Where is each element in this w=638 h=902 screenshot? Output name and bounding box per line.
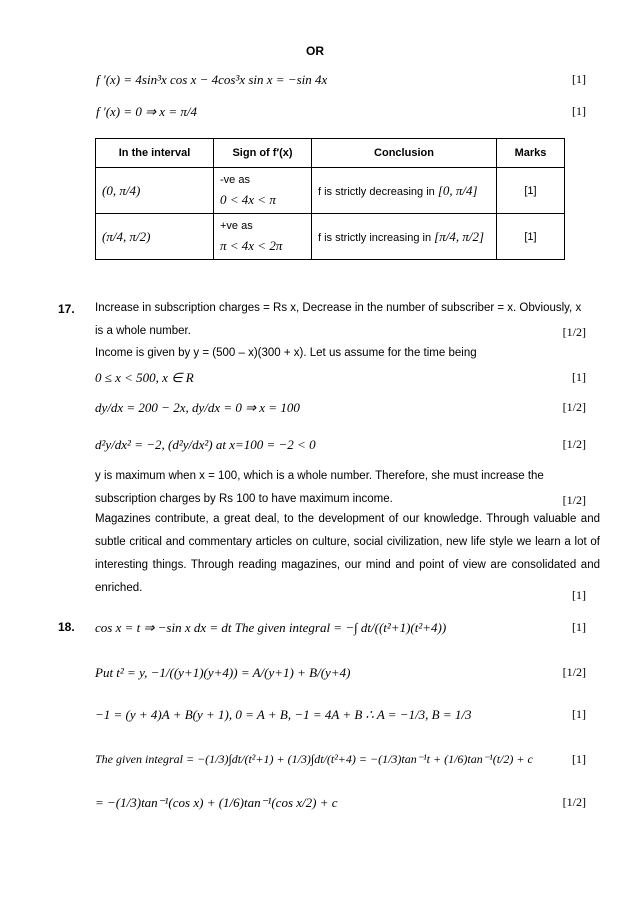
q17-mark-5: [1/2]	[562, 400, 586, 414]
q17-mark-2: [1/2]	[562, 325, 586, 339]
table-row	[96, 168, 565, 214]
q18-mark-3: [1]	[572, 707, 586, 721]
interval-cell: (0, π/4)	[96, 168, 214, 214]
table-header: In the interval	[96, 139, 214, 168]
sign-condition: π < 4x < 2π	[220, 237, 283, 253]
q18-mark-2: [1/2]	[562, 665, 586, 679]
sign-text: -ve as	[220, 173, 250, 186]
q18-line-1: cos x = t ⇒ −sin x dx = dt The given integral = −∫ dt/((t²+1)(t²+4))	[95, 620, 447, 635]
q18-mark-1: [1]	[572, 620, 586, 634]
sign-text: +ve as	[220, 219, 253, 232]
table-row	[96, 214, 565, 260]
sign-cell	[214, 168, 312, 214]
q18-mark-4: [1]	[572, 752, 586, 766]
marks-cell: [1]	[497, 168, 565, 214]
q17-mark-6: [1/2]	[562, 437, 586, 451]
conclusion-interval: [π/4, π/2]	[434, 228, 485, 244]
q18-line-2: Put t² = y, −1/((y+1)(y+4)) = A/(y+1) + B/(y+4)	[95, 665, 351, 680]
conclusion-text: f is strictly decreasing in	[318, 185, 435, 198]
q17-text-2: is a whole number.	[95, 325, 191, 337]
q17-text-1: Increase in subscription charges = Rs x, Decrease in the number of subscriber = x. Obviously, x	[95, 302, 582, 314]
table-header: Sign of f′(x)	[214, 139, 312, 168]
q18-line-5: = −(1/3)tan⁻¹(cos x) + (1/6)tan⁻¹(cos x/2) + c	[95, 795, 338, 810]
question-number-17: 17.	[58, 302, 75, 316]
table-header: Conclusion	[312, 139, 497, 168]
critical-point-equation: f ′(x) = 0 ⇒ x = π/4	[96, 104, 197, 119]
q17-text-8: subscription charges by Rs 100 to have maximum income.	[95, 493, 393, 505]
conclusion-cell	[312, 168, 497, 214]
or-heading: OR	[306, 44, 324, 58]
q18-line-4: The given integral = −(1/3)∫dt/(t²+1) + (1/3)∫dt/(t²+4) = −(1/3)tan⁻¹t + (1/6)tan⁻¹(t/2) + c	[95, 752, 533, 766]
q18-line-3: −1 = (y + 4)A + B(y + 1), 0 = A + B, −1 = 4A + B ∴ A = −1/3, B = 1/3	[95, 707, 472, 722]
table-header-row	[96, 139, 565, 168]
q17-mark-8: [1/2]	[562, 493, 586, 507]
q17-text-3: Income is given by y = (500 – x)(300 + x). Let us assume for the time being	[95, 347, 477, 359]
q17-derivative: dy/dx = 200 − 2x, dy/dx = 0 ⇒ x = 100	[95, 400, 300, 415]
q17-paragraph: Magazines contribute, a great deal, to the development of our knowledge. Through valuable and subtle critical and commentary articles on culture, social civilization, new life style we learn a lot of interesting things. Through reading magazines, our mind and point of view are consolidated and enriched.	[95, 513, 600, 594]
q17-mark-4: [1]	[572, 370, 586, 384]
fprime-equation: f ′(x) = 4sin³x cos x − 4cos³x sin x = −sin 4x	[96, 72, 328, 87]
sign-cell	[214, 214, 312, 260]
table-header: Marks	[497, 139, 565, 168]
marks-cell: [1]	[497, 214, 565, 260]
q18-mark-5: [1/2]	[562, 795, 586, 809]
conclusion-cell	[312, 214, 497, 260]
interval-cell: (π/4, π/2)	[96, 214, 214, 260]
fprime-mark: [1]	[572, 72, 586, 86]
critical-mark: [1]	[572, 104, 586, 118]
q17-domain: 0 ≤ x < 500, x ∈ R	[95, 370, 194, 385]
q17-mark-9: [1]	[572, 588, 586, 602]
q17-text-7: y is maximum when x = 100, which is a whole number. Therefore, she must increase the	[95, 470, 544, 482]
interval-table	[95, 138, 565, 260]
conclusion-text: f is strictly increasing in	[318, 231, 432, 244]
sign-condition: 0 < 4x < π	[220, 191, 276, 207]
question-number-18: 18.	[58, 620, 75, 634]
q17-second-derivative: d²y/dx² = −2, (d²y/dx²) at x=100 = −2 < 0	[95, 437, 316, 452]
conclusion-interval: [0, π/4]	[437, 182, 478, 198]
